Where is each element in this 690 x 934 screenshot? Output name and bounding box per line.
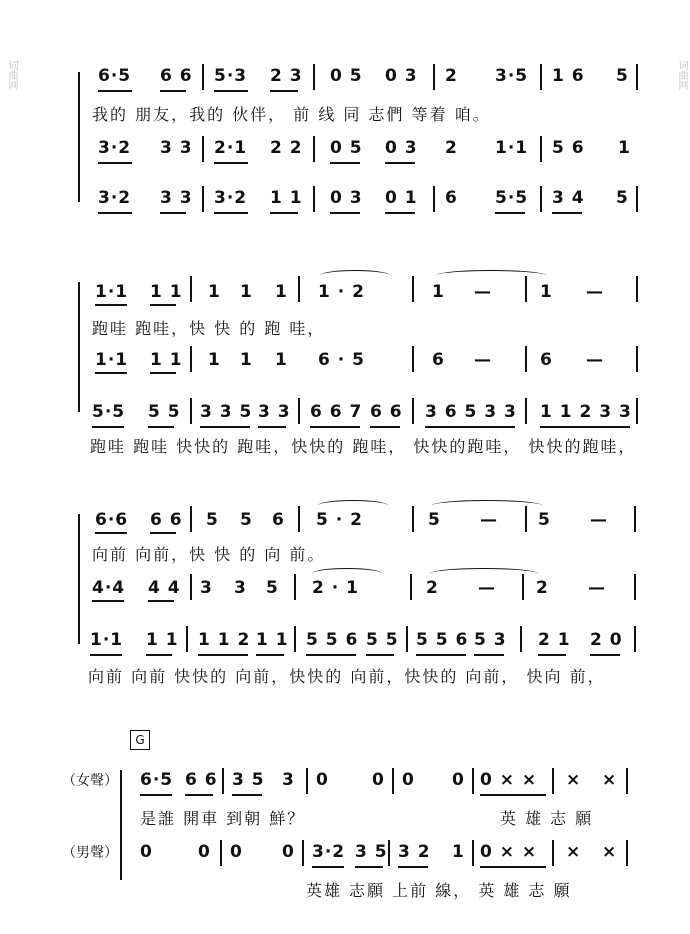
barline [552,768,554,794]
note: 1·1 [95,282,129,302]
note: 5 5 [366,630,399,650]
system-1 [0,60,690,220]
system-2 [0,268,690,458]
note: 3 [282,770,295,790]
system-brace [78,72,80,202]
note: 2 [536,578,549,598]
note: 1 1 [146,630,179,650]
barline [190,506,192,532]
note: 4·4 [92,578,126,598]
note: 1·1 [495,138,529,158]
note: 3 6 5 3 3 [425,402,517,422]
note: 3·5 [495,66,529,86]
note: 2 [445,138,458,158]
barline [472,840,474,866]
note: 2 0 [590,630,623,650]
note: 1 [240,282,253,302]
note: 3 [234,578,247,598]
barline [392,768,394,794]
note: 6 6 [185,770,218,790]
note: — [478,578,496,598]
note: 3·2 [312,842,346,862]
barline [540,136,542,162]
barline [626,840,628,866]
male-voice-label: （男聲） [62,845,118,861]
barline [306,768,308,794]
barline [522,574,524,600]
note: — [586,350,604,370]
note: 1 [275,282,288,302]
note: 6 6 [370,402,403,422]
note: 1 [240,350,253,370]
barline [190,346,192,372]
system-4 [0,730,690,920]
barline [525,506,527,532]
barline [202,64,204,90]
barline [313,136,315,162]
lyric-line: 我的 朋友，我的 伙伴， 前 线 同 志們 等着 咱。 [92,105,491,124]
note: 0 × × [480,770,538,790]
note: 0 5 [330,66,363,86]
note: 3 3 [160,138,193,158]
note: 3·2 [214,188,248,208]
note: 1 1 [150,350,183,370]
barline [222,768,224,794]
note: 5 [616,66,629,86]
note: 1 6 [552,66,585,86]
note: 5 [266,578,279,598]
note: 1 [208,350,221,370]
barline [472,768,474,794]
barline [298,276,300,302]
note: 5 5 [148,402,181,422]
note: 1 [452,842,465,862]
note: 3 2 [398,842,431,862]
note: 1 1 2 [198,630,251,650]
barline [540,186,542,212]
barline [298,398,300,424]
note: 5 [240,510,253,530]
note: — [474,350,492,370]
barline [220,840,222,866]
barline [525,346,527,372]
lyric-line: 英 雄 志 願 [500,809,594,828]
note: — [480,510,498,530]
barline [636,186,638,212]
note: 3 3 5 [200,402,253,422]
note: 5 [428,510,441,530]
barline [636,398,638,424]
lyric-line: 英雄 志願 上前 線， 英 雄 志 願 [306,881,572,900]
note: 6 · 5 [318,350,365,370]
barline [190,574,192,600]
barline [412,506,414,532]
barline [433,186,435,212]
note: 5 [538,510,551,530]
barline [433,64,435,90]
note: 3·2 [98,188,132,208]
note: × [602,842,618,862]
system-brace [78,514,80,644]
note: 2 2 [270,138,303,158]
note: 1 [275,350,288,370]
barline [294,574,296,600]
note: 1 1 [150,282,183,302]
note: 6 6 [160,66,193,86]
note: 6 6 7 [310,402,363,422]
system-3 [0,500,690,690]
note: 5·5 [92,402,126,422]
barline [634,574,636,600]
note: 0 [230,842,243,862]
note: 1 1 2 3 3 [540,402,632,422]
lyric-line: 跑哇 跑哇 快快的 跑哇，快快的 跑哇， 快快的跑哇， 快快的跑哇， [90,437,637,456]
note: 4 4 [148,578,181,598]
barline [412,276,414,302]
note: 0 3 [385,138,418,158]
barline [636,346,638,372]
barline [520,626,522,652]
barline [634,506,636,532]
note: 2 · 1 [312,578,359,598]
note: 0 × × [480,842,538,862]
barline [190,276,192,302]
note: 3 [200,578,213,598]
note: 1 1 [256,630,289,650]
female-voice-label: （女聲） [62,773,118,789]
note: 1 1 [270,188,303,208]
rehearsal-mark: G [130,730,150,750]
barline [190,398,192,424]
note: 0 1 [385,188,418,208]
note: × [602,770,618,790]
note: 5·3 [214,66,248,86]
note: × [566,842,582,862]
barline [412,398,414,424]
note: 2 1 [538,630,571,650]
note: 6 [540,350,553,370]
barline [302,840,304,866]
note: 0 3 [330,188,363,208]
note: 0 [140,842,153,862]
note: 0 [316,770,329,790]
note: 3 3 [258,402,291,422]
note: — [590,510,608,530]
lyric-line: 是誰 開車 到朝 鮮？ [140,809,306,828]
watermark-left: 词曲网 [6,60,17,90]
system-brace [78,282,80,412]
barline [412,346,414,372]
barline [406,626,408,652]
note: 2·1 [214,138,248,158]
note: 1 [432,282,445,302]
note: 6 [272,510,285,530]
note: 5 · 2 [316,510,363,530]
note: 5·5 [495,188,529,208]
lyric-line: 向前 向前 快快的 向前，快快的 向前，快快的 向前， 快向 前， [88,667,606,686]
barline [525,276,527,302]
note: 5 5 6 [306,630,359,650]
note: 3·2 [98,138,132,158]
note: 2 3 [270,66,303,86]
note: 0 3 [385,66,418,86]
note: 5 5 6 [416,630,469,650]
note: 5 [616,188,629,208]
barline [634,626,636,652]
note: 6 [445,188,458,208]
note: — [588,578,606,598]
lyric-line: 向前 向前，快 快 的 向 前。 [92,545,326,564]
note: 0 [282,842,295,862]
note: 1 [618,138,631,158]
note: 1 · 2 [318,282,365,302]
note: 2 [426,578,439,598]
note: 0 [402,770,415,790]
note: — [474,282,492,302]
note: × [566,770,582,790]
note: 0 [198,842,211,862]
note: 6 [432,350,445,370]
note: 1 [540,282,553,302]
note: 3 5 [355,842,388,862]
barline [410,574,412,600]
note: 2 [445,66,458,86]
note: 0 [372,770,385,790]
note: 6·5 [140,770,174,790]
note: 1·1 [95,350,129,370]
lyric-line: 跑哇 跑哇，快 快 的 跑 哇， [92,319,326,338]
barline [313,186,315,212]
note: 3 3 [160,188,193,208]
barline [636,64,638,90]
note: 3 5 [232,770,265,790]
barline [388,840,390,866]
note: 1·1 [90,630,124,650]
watermark-right: 词曲网 [676,60,687,90]
note: — [586,282,604,302]
barline [626,768,628,794]
note: 0 [452,770,465,790]
barline [525,398,527,424]
barline [294,626,296,652]
barline [202,186,204,212]
note: 1 [208,282,221,302]
barline [186,626,188,652]
note: 6·5 [98,66,132,86]
note: 5 3 [474,630,507,650]
note: 3 4 [552,188,585,208]
barline [313,64,315,90]
barline [202,136,204,162]
note: 6·6 [95,510,129,530]
note: 0 5 [330,138,363,158]
barline [298,506,300,532]
barline [540,64,542,90]
system-brace [120,770,122,880]
barline [552,840,554,866]
note: 5 [206,510,219,530]
barline [636,276,638,302]
note: 5 6 [552,138,585,158]
note: 6 6 [150,510,183,530]
